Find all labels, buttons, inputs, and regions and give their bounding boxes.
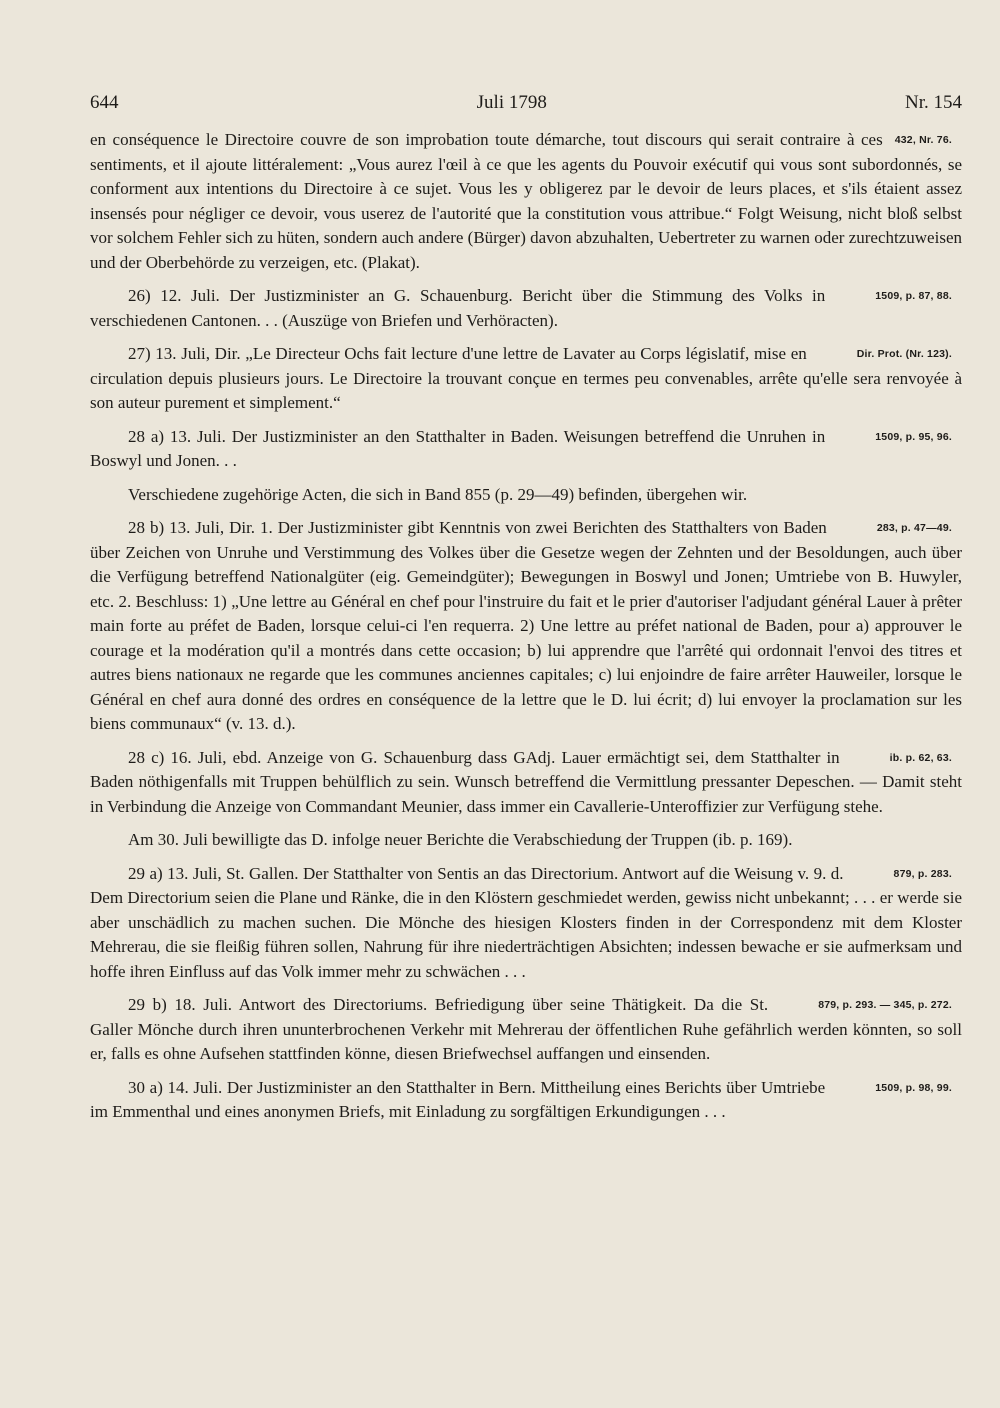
entry-29a: [90, 862, 962, 985]
document-number: Nr. 154: [904, 92, 962, 113]
entry-continuation: [90, 128, 962, 275]
source-reference: ib. p. 62, 63.: [889, 751, 952, 764]
entry-text: 28 b) 13. Juli, Dir. 1. Der Justizminister gibt Kenntnis von zwei Berichten des Statthalters von Baden über Zeichen von Unruhe und Verstimmung des Volkes über die Gesetze wegen der Zehnten und der Besoldungen, auch über die Verfügung betreffend Nationalgüter (eig. Gemeindgüter); Bewegungen in Boswyl und Jonen; Umtriebe von B. Huwyler, etc. 2. Beschluss: 1) „Une lettre au Général en chef pour l'instruire du fait et le prier d'autoriser l'adjudant général Lauer à prêter main forte au préfet de Baden, lorsque celui-ci l'en requerra. 2) Une lettre au préfet national de Baden, pour a) approuver le courage et la modération qu'il a montrés dans cette occasion; b) lui apprendre que l'arrêté qui ordonnait l'envoi des titres et autres biens nationaux ne regarde que les communes anciennes capitales; c) lui enjoindre de faire arrêter Hauweiler, lorsque le Général en chef aura donné des ordres en conséquence de la lettre que le D. lui écrit; d) lui envoyer la proclamation sur les biens communaux“ (v. 13. d.).: [90, 518, 962, 733]
entry-30a: [90, 1076, 962, 1125]
entry-text: en conséquence le Directoire couvre de son improbation toute démarche, tout discours qui serait contraire à ces sentiments, et il ajoute littéralement: „Vous aurez l'œil à ce que les agents du Pouvoir exécutif qui vous sont subordonnés, se conforment aux intentions du Directoire à ce sujet. Vous les y obligerez par le devoir de leurs places, et s'ils étaient assez insensés pour négliger ce devoir, vous userez de l'autorité que la constitution vous attribue.“ Folgt Weisung, nicht bloß selbst vor solchem Fehler sich zu hüten, sondern auch andere (Bürger) davon abzuhalten, Uebertreter zu warnen oder zurechtzuweisen und der Oberbehörde zu verzeigen, etc. (Plakat).: [90, 130, 962, 272]
page-header: [90, 92, 962, 114]
entry-text: 30 a) 14. Juli. Der Justizminister an den Statthalter in Bern. Mittheilung eines Berichts über Umtriebe im Emmenthal und eines anonymen Briefs, mit Einladung zu sorgfältigen Erkundigungen . . .: [90, 1077, 826, 1121]
entry-28a: [90, 425, 962, 474]
source-reference: 879, p. 293. — 345, p. 272.: [818, 999, 952, 1011]
entry-28c: [90, 746, 962, 820]
editorial-note: [90, 828, 962, 853]
source-reference: 1509, p. 98, 99.: [875, 1081, 952, 1094]
entry-text: 29 a) 13. Juli, St. Gallen. Der Statthalter von Sentis an das Directorium. Antwort auf die Weisung v. 9. d. Dem Directorium seien die Plane und Ränke, die in den Klöstern geschmiedet werden, gewiss nicht unbekannt; . . . er werde sie aber unschädlich zu machen suchen. Die Mönche des hiesigen Klosters finden in der Correspondenz mit dem Kloster Mehrerau, die sie fleißig führen sollen, Nahrung für ihre niederträchtigen Absichten; indessen bewache er sie aufmerksam und hoffe ihren Einfluss auf das Volk immer mehr zu schwächen . . .: [90, 863, 962, 981]
page-content: [90, 128, 962, 1134]
source-reference: 1509, p. 95, 96.: [875, 430, 952, 443]
entry-text: 28 a) 13. Juli. Der Justizminister an den Statthalter in Baden. Weisungen betreffend die Unruhen in Boswyl und Jonen. . .: [90, 426, 826, 470]
page-number: 644: [90, 92, 119, 113]
entry-text: 28 c) 16. Juli, ebd. Anzeige von G. Schauenburg dass GAdj. Lauer ermächtigt sei, dem Statthalter in Baden nöthigenfalls mit Truppen behülflich zu sein. Wunsch betreffend die Vermittlung pressanter Depeschen. — Damit steht in Verbindung die Anzeige von Commandant Meunier, dass immer ein Cavallerie-Unteroffizier zur Verfügung stehe.: [90, 747, 962, 816]
source-reference: 283, p. 47—49.: [876, 522, 952, 534]
entry-29b: [90, 993, 962, 1067]
running-title: Juli 1798: [476, 92, 547, 113]
entry-text: 26) 12. Juli. Der Justizminister an G. Schauenburg. Bericht über die Stimmung des Volks in verschiedenen Cantonen. . . (Auszüge von Briefen und Verhöracten).: [90, 286, 826, 330]
entry-text: Verschiedene zugehörige Acten, die sich in Band 855 (p. 29—49) befinden, übergehen wir.: [128, 484, 748, 504]
editorial-note: [90, 483, 962, 508]
entry-text: 27) 13. Juli, Dir. „Le Directeur Ochs fait lecture d'une lettre de Lavater au Corps législatif, mise en circulation depuis plusieurs jours. Le Directoire la trouvant conçue en termes peu convenables, arrête qu'elle sera renvoyée à son auteur purement et simplement.“: [90, 344, 962, 412]
source-reference: 879, p. 283.: [893, 867, 952, 880]
entry-26: [90, 284, 962, 333]
entry-28b: [90, 516, 962, 737]
entry-27: [90, 342, 962, 416]
source-reference: Dir. Prot. (Nr. 123).: [856, 348, 952, 360]
source-reference: 432, Nr. 76.: [894, 134, 952, 146]
source-reference: 1509, p. 87, 88.: [875, 290, 952, 302]
entry-text: Am 30. Juli bewilligte das D. infolge neuer Berichte die Verabschiedung der Truppen (ib. p. 169).: [128, 830, 793, 849]
entry-text: 29 b) 18. Juli. Antwort des Directoriums. Befriedigung über seine Thätigkeit. Da die St. Galler Mönche durch ihren ununterbrochenen Verkehr mit Mehrerau der öffentlichen Ruhe gefährlich werden könnten, so soll er, falls es ohne Aufsehen stattfinden könne, diesen Briefwechsel auffangen und einsenden.: [90, 995, 962, 1063]
